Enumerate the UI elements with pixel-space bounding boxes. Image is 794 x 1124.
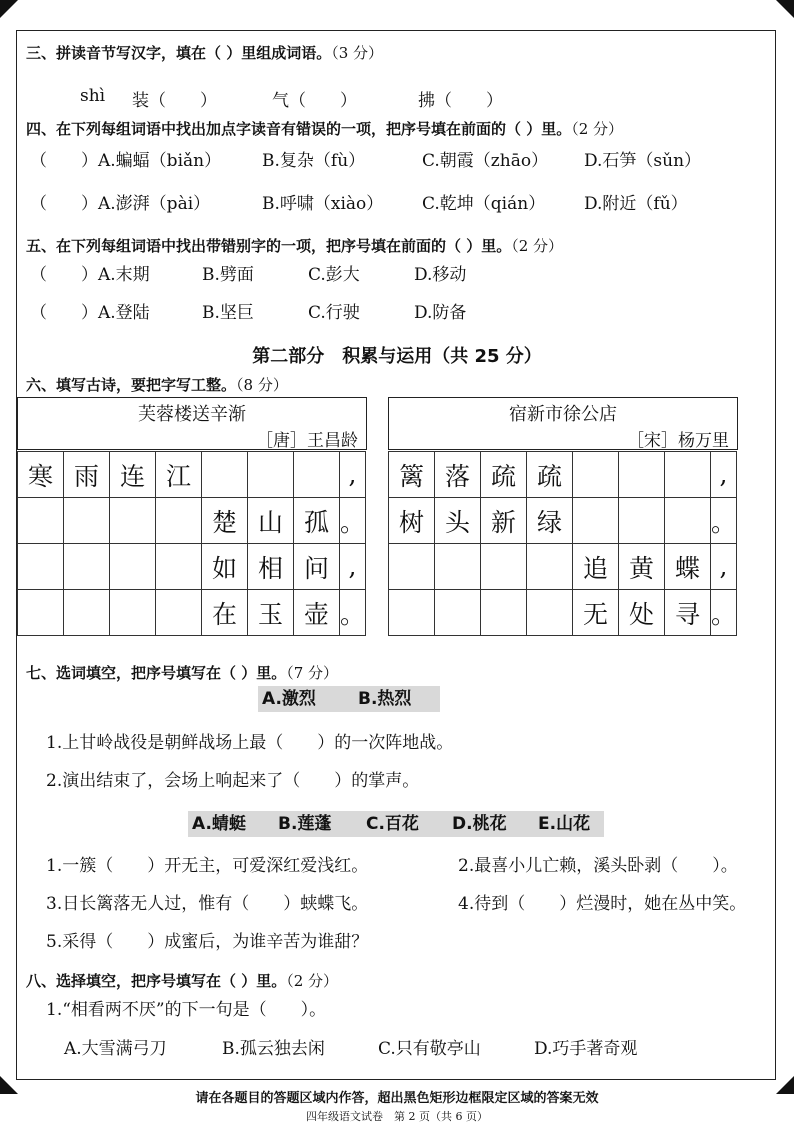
poem-char-cell: 问: [294, 544, 340, 590]
poem-char-cell: 追: [573, 544, 619, 590]
poem-blank-cell[interactable]: [435, 590, 481, 636]
q7-opt2-d: D.桃花: [452, 814, 507, 834]
poem1-grid: [17, 451, 366, 636]
poem-blank-cell[interactable]: [481, 590, 527, 636]
poem-punctuation: 。: [340, 498, 366, 544]
q5-points: （2 分）: [511, 237, 564, 255]
q4-r1-c: C.朝霞（zhāo）: [422, 151, 549, 171]
poem-blank-cell[interactable]: [665, 452, 711, 498]
poem2-grid: [388, 451, 737, 636]
q8-choice-b[interactable]: B.孤云独去闲: [222, 1039, 325, 1059]
poem-blank-cell[interactable]: [202, 452, 248, 498]
poem-blank-cell[interactable]: [156, 498, 202, 544]
q8-choice-c[interactable]: C.只有敬亭山: [378, 1039, 481, 1059]
poem-blank-cell[interactable]: [294, 452, 340, 498]
poem1-row: [18, 498, 366, 544]
q5-r2-a[interactable]: （ ）A.登陆: [30, 303, 150, 323]
poem-char-cell: 江: [156, 452, 202, 498]
q4-r2-c: C.乾坤（qián）: [422, 194, 546, 214]
poem-blank-cell[interactable]: [64, 590, 110, 636]
q7-opt-b: B.热烈: [358, 689, 412, 709]
q5-r1-a[interactable]: （ ）A.末期: [30, 265, 150, 285]
q7-poem-line-2[interactable]: 2.最喜小儿亡赖，溪头卧剥（ ）。: [458, 856, 738, 876]
q3-heading: [26, 42, 383, 63]
poem-blank-cell[interactable]: [110, 498, 156, 544]
poem1-header: [17, 397, 367, 450]
answer-area-notice: 请在各题目的答题区域内作答，超出黑色矩形边框限定区域的答案无效: [195, 1091, 599, 1106]
poem-char-cell: 山: [248, 498, 294, 544]
poem1-row: [18, 590, 366, 636]
poem2-row: [389, 452, 737, 498]
poem-char-cell: 在: [202, 590, 248, 636]
q6-title: 六、填写古诗，要把字写工整。: [26, 376, 237, 394]
q7-opt2-e: E.山花: [538, 814, 591, 834]
poem2-row: [389, 498, 737, 544]
q8-points: （2 分）: [286, 972, 339, 990]
poem-blank-cell[interactable]: [156, 544, 202, 590]
poem-punctuation: ,: [711, 544, 737, 590]
poem-char-cell: 壶: [294, 590, 340, 636]
poem-char-cell: 寒: [18, 452, 64, 498]
q7-points: （7 分）: [286, 664, 339, 682]
q5-r2-d: D.防备: [414, 303, 467, 323]
poem-char-cell: 雨: [64, 452, 110, 498]
poem-blank-cell[interactable]: [110, 590, 156, 636]
poem-blank-cell[interactable]: [110, 544, 156, 590]
poem-punctuation: ,: [340, 544, 366, 590]
q6-points: （8 分）: [236, 376, 288, 394]
poem-char-cell: 孤: [294, 498, 340, 544]
q3-blank-3[interactable]: 拂（ ）: [418, 91, 503, 111]
poem-blank-cell[interactable]: [18, 498, 64, 544]
poem1-row: [18, 544, 366, 590]
q4-r2-b: B.呼啸（xiào）: [262, 194, 384, 214]
q7-opt2-a: A.蜻蜓: [192, 814, 246, 834]
poem-blank-cell[interactable]: [481, 544, 527, 590]
q7-poem-line-1[interactable]: 1.一簇（ ）开无主，可爱深红爱浅红。: [46, 856, 369, 876]
q7-opt2-b: B.莲蓬: [278, 814, 332, 834]
poem-punctuation: 。: [711, 498, 737, 544]
poem2-title: 宿新市徐公店: [509, 404, 617, 425]
q7-title: 七、选词填空，把序号填写在（ ）里。: [26, 664, 287, 682]
poem-char-cell: 篱: [389, 452, 435, 498]
section-2-title: 第二部分 积累与运用（共 25 分）: [252, 346, 542, 367]
poem-char-cell: 处: [619, 590, 665, 636]
poem-char-cell: 无: [573, 590, 619, 636]
poem-blank-cell[interactable]: [389, 590, 435, 636]
q8-choice-d[interactable]: D.巧手著奇观: [534, 1039, 638, 1059]
poem-char-cell: 新: [481, 498, 527, 544]
poem-blank-cell[interactable]: [18, 544, 64, 590]
q5-title: 五、在下列每组词语中找出带错别字的一项，把序号填在前面的（ ）里。: [26, 237, 512, 255]
poem1-row: [18, 452, 366, 498]
q7-sentence-2[interactable]: 2.演出结束了，会场上响起来了（ ）的掌声。: [46, 771, 420, 791]
poem2-author: ［宋］杨万里: [627, 431, 729, 451]
q4-r1-b: B.复杂（fù）: [262, 151, 366, 171]
poem-blank-cell[interactable]: [156, 590, 202, 636]
q5-r1-b: B.劈面: [202, 265, 254, 285]
poem-char-cell: 楚: [202, 498, 248, 544]
q4-heading: [26, 118, 623, 139]
corner-mark: [0, 0, 18, 18]
poem-blank-cell[interactable]: [64, 544, 110, 590]
q5-r2-c: C.行驶: [308, 303, 360, 323]
poem-char-cell: 树: [389, 498, 435, 544]
q5-heading: [26, 235, 563, 256]
q7-opt-a: A.激烈: [262, 689, 316, 709]
q7-options-1: [258, 686, 440, 712]
q7-poem-line-5[interactable]: 5.采得（ ）成蜜后，为谁辛苦为谁甜？: [46, 932, 369, 952]
poem-punctuation: ,: [711, 452, 737, 498]
poem-blank-cell[interactable]: [665, 498, 711, 544]
corner-mark: [776, 0, 794, 18]
poem-blank-cell[interactable]: [573, 498, 619, 544]
poem-char-cell: 蝶: [665, 544, 711, 590]
poem-char-cell: 玉: [248, 590, 294, 636]
q7-opt2-c: C.百花: [366, 814, 419, 834]
poem-char-cell: 黄: [619, 544, 665, 590]
poem-punctuation: ,: [340, 452, 366, 498]
poem-blank-cell[interactable]: [435, 544, 481, 590]
q4-r1-d: D.石笋（sǔn）: [584, 151, 702, 171]
poem2-row: [389, 544, 737, 590]
poem1-title: 芙蓉楼送辛渐: [138, 404, 246, 425]
q4-r1-a[interactable]: （ ）A.蝙蝠（biǎn）: [30, 151, 222, 171]
poem-blank-cell[interactable]: [527, 544, 573, 590]
q7-poem-line-3[interactable]: 3.日长篱落无人过，惟有（ ）蛱蝶飞。: [46, 894, 369, 914]
q5-r2-b: B.坚巨: [202, 303, 254, 323]
q3-title: 三、拼读音节写汉字，填在（ ）里组成词语。: [26, 44, 332, 62]
page-number: 四年级语文试卷 第 2 页（共 6 页）: [306, 1110, 488, 1123]
q3-blank-1[interactable]: 装（ ）: [132, 91, 217, 111]
q6-heading: [26, 374, 288, 395]
poem2-header: [388, 397, 738, 450]
q3-pinyin: shì: [80, 86, 106, 106]
q8-choice-a[interactable]: A.大雪满弓刀: [64, 1039, 167, 1059]
q3-points: （3 分）: [331, 44, 384, 62]
poem-blank-cell[interactable]: [573, 452, 619, 498]
q4-r2-a[interactable]: （ ）A.澎湃（pài）: [30, 194, 211, 214]
poem-blank-cell[interactable]: [527, 590, 573, 636]
poem-char-cell: 落: [435, 452, 481, 498]
poem2-row: [389, 590, 737, 636]
poem-punctuation: 。: [340, 590, 366, 636]
q4-r2-d: D.附近（fǔ）: [584, 194, 688, 214]
q7-sentence-1[interactable]: 1.上甘岭战役是朝鲜战场上最（ ）的一次阵地战。: [46, 733, 454, 753]
q3-blank-2[interactable]: 气（ ）: [272, 91, 357, 111]
poem-char-cell: 疏: [527, 452, 573, 498]
q7-poem-line-4[interactable]: 4.待到（ ）烂漫时，她在丛中笑。: [458, 894, 747, 914]
poem-char-cell: 连: [110, 452, 156, 498]
poem-blank-cell[interactable]: [619, 498, 665, 544]
poem-blank-cell[interactable]: [64, 498, 110, 544]
poem-char-cell: 相: [248, 544, 294, 590]
poem-char-cell: 如: [202, 544, 248, 590]
poem-punctuation: 。: [711, 590, 737, 636]
q8-question-1[interactable]: 1.“相看两不厌”的下一句是（ ）。: [46, 1000, 327, 1020]
q4-title: 四、在下列每组词语中找出加点字读音有错误的一项，把序号填在前面的（ ）里。: [26, 120, 572, 138]
q5-r1-d: D.移动: [414, 265, 467, 285]
poem-char-cell: 头: [435, 498, 481, 544]
q5-r1-c: C.彭大: [308, 265, 360, 285]
poem-blank-cell[interactable]: [248, 452, 294, 498]
q8-heading: [26, 970, 338, 991]
poem-blank-cell[interactable]: [619, 452, 665, 498]
poem-char-cell: 疏: [481, 452, 527, 498]
poem-char-cell: 绿: [527, 498, 573, 544]
poem-blank-cell[interactable]: [18, 590, 64, 636]
poem1-author: ［唐］王昌龄: [256, 431, 358, 451]
q7-heading: [26, 662, 338, 683]
poem-blank-cell[interactable]: [389, 544, 435, 590]
poem-char-cell: 寻: [665, 590, 711, 636]
q7-options-2: [188, 811, 604, 837]
q4-points: （2 分）: [571, 120, 624, 138]
q8-title: 八、选择填空，把序号填写在（ ）里。: [26, 972, 287, 990]
